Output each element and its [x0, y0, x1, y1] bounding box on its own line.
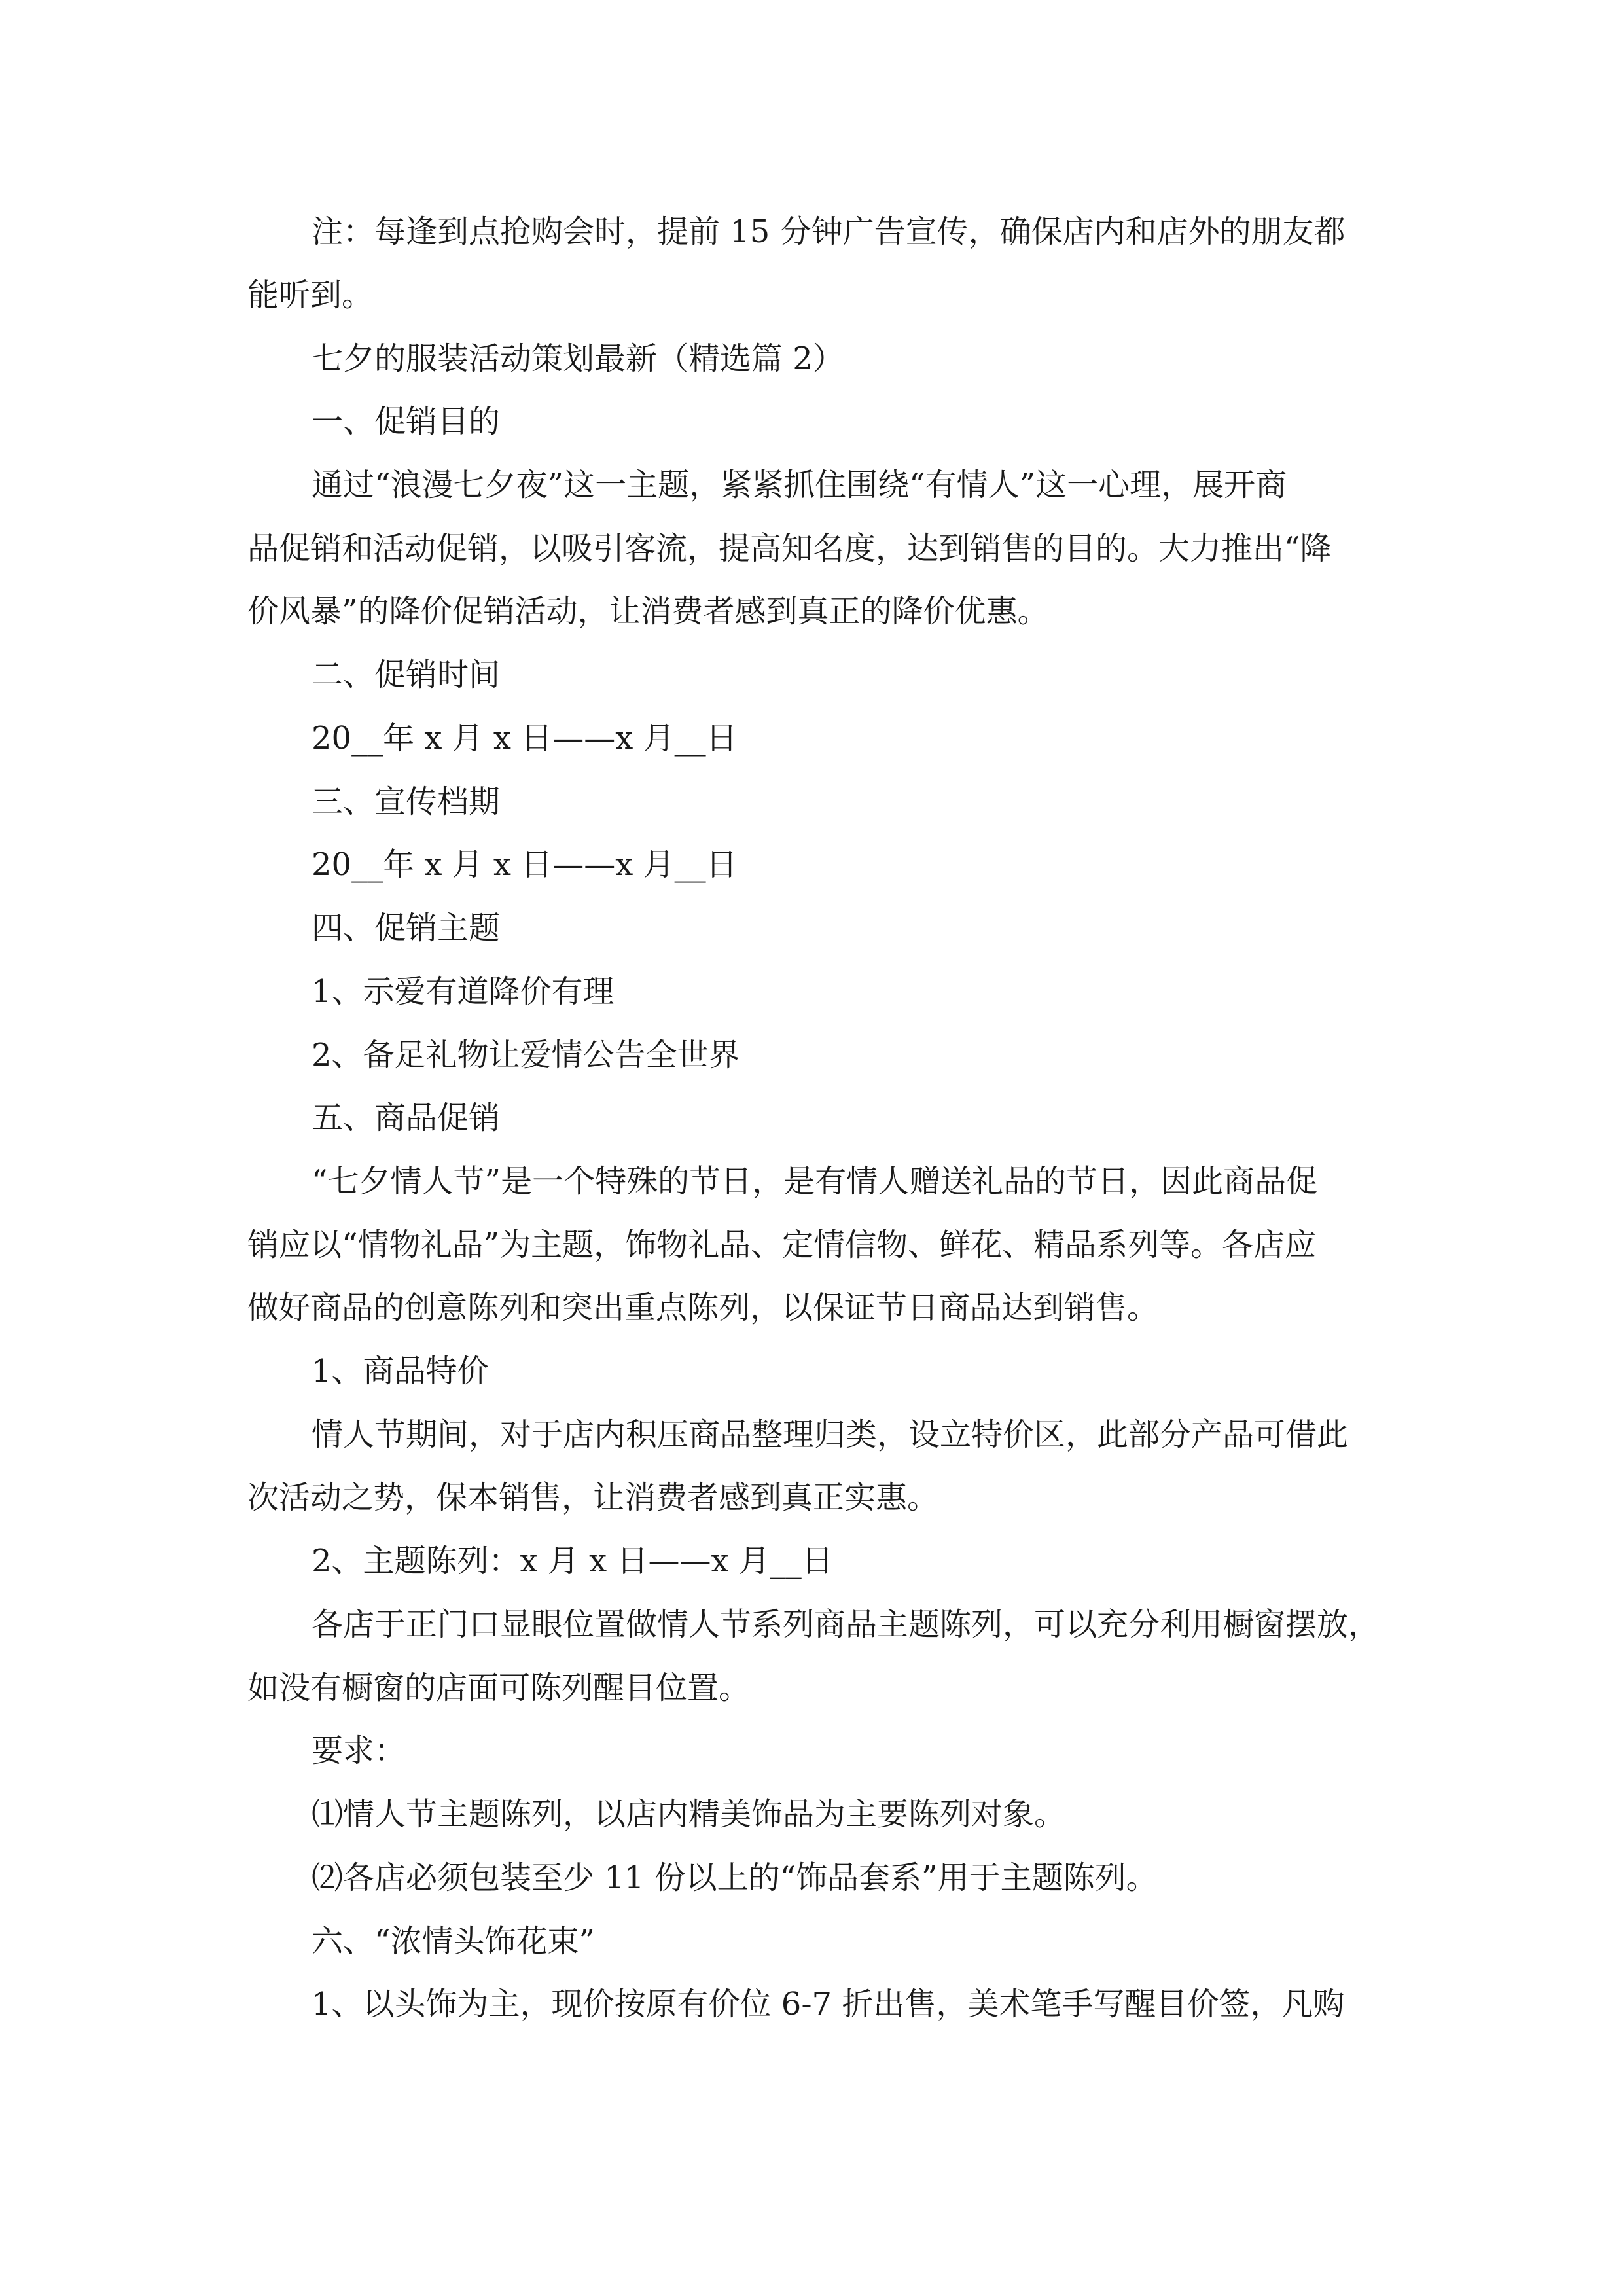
paragraph-line: 销应以“情物礼品”为主题，饰物礼品、定情信物、鲜花、精品系列等。各店应 [247, 1227, 1317, 1263]
section-title: 七夕的服装活动策划最新（精选篇 2） [312, 340, 844, 377]
paragraph-line: 如没有橱窗的店面可陈列醒目位置。 [247, 1670, 751, 1706]
heading: 四、促销主题 [312, 910, 501, 946]
list-item: ⑴情人节主题陈列，以店内精美饰品为主要陈列对象。 [312, 1796, 1066, 1833]
paragraph-line: 能听到。 [247, 277, 374, 314]
list-item: 2、主题陈列：x 月 x 日——x 月__日 [312, 1543, 833, 1579]
heading: 三、宣传档期 [312, 783, 501, 820]
paragraph-line: 20__年 x 月 x 日——x 月__日 [312, 720, 738, 757]
heading: 五、商品促销 [312, 1100, 501, 1136]
list-item: 1、以头饰为主，现价按原有价位 6-7 折出售，美术笔手写醒目价签，凡购 [312, 1986, 1345, 2022]
paragraph-line: “七夕情人节”是一个特殊的节日，是有情人赠送礼品的节日，因此商品促 [312, 1163, 1318, 1200]
paragraph-line: 次活动之势，保本销售，让消费者感到真正实惠。 [247, 1479, 939, 1516]
paragraph-line: 通过“浪漫七夕夜”这一主题，紧紧抓住围绕“有情人”这一心理，展开商 [312, 467, 1287, 503]
paragraph-line: 注：每逢到点抢购会时，提前 15 分钟广告宣传，确保店内和店外的朋友都 [312, 213, 1346, 250]
heading: 一、促销目的 [312, 403, 501, 440]
list-item: ⑵各店必须包装至少 11 份以上的“饰品套系”用于主题陈列。 [312, 1859, 1158, 1896]
paragraph-line: 品促销和活动促销，以吸引客流，提高知名度，达到销售的目的。大力推出“降 [247, 530, 1332, 567]
paragraph-line: 价风暴”的降价促销活动，让消费者感到真正的降价优惠。 [247, 593, 1049, 630]
paragraph-line: 要求： [312, 1732, 406, 1769]
heading: 六、“浓情头饰花束” [312, 1923, 596, 1960]
list-item: 1、示爱有道降价有理 [312, 973, 615, 1010]
heading: 二、促销时间 [312, 656, 501, 693]
paragraph-line: 情人节期间，对于店内积压商品整理归类，设立特价区，此部分产品可借此 [312, 1416, 1349, 1453]
paragraph-line: 20__年 x 月 x 日——x 月__日 [312, 846, 738, 883]
paragraph-line: 各店于正门口显眼位置做情人节系列商品主题陈列，可以充分利用橱窗摆放， [312, 1606, 1380, 1643]
paragraph-line: 做好商品的创意陈列和突出重点陈列，以保证节日商品达到销售。 [247, 1289, 1159, 1326]
list-item: 1、商品特价 [312, 1353, 489, 1390]
list-item: 2、备足礼物让爱情公告全世界 [312, 1037, 740, 1073]
